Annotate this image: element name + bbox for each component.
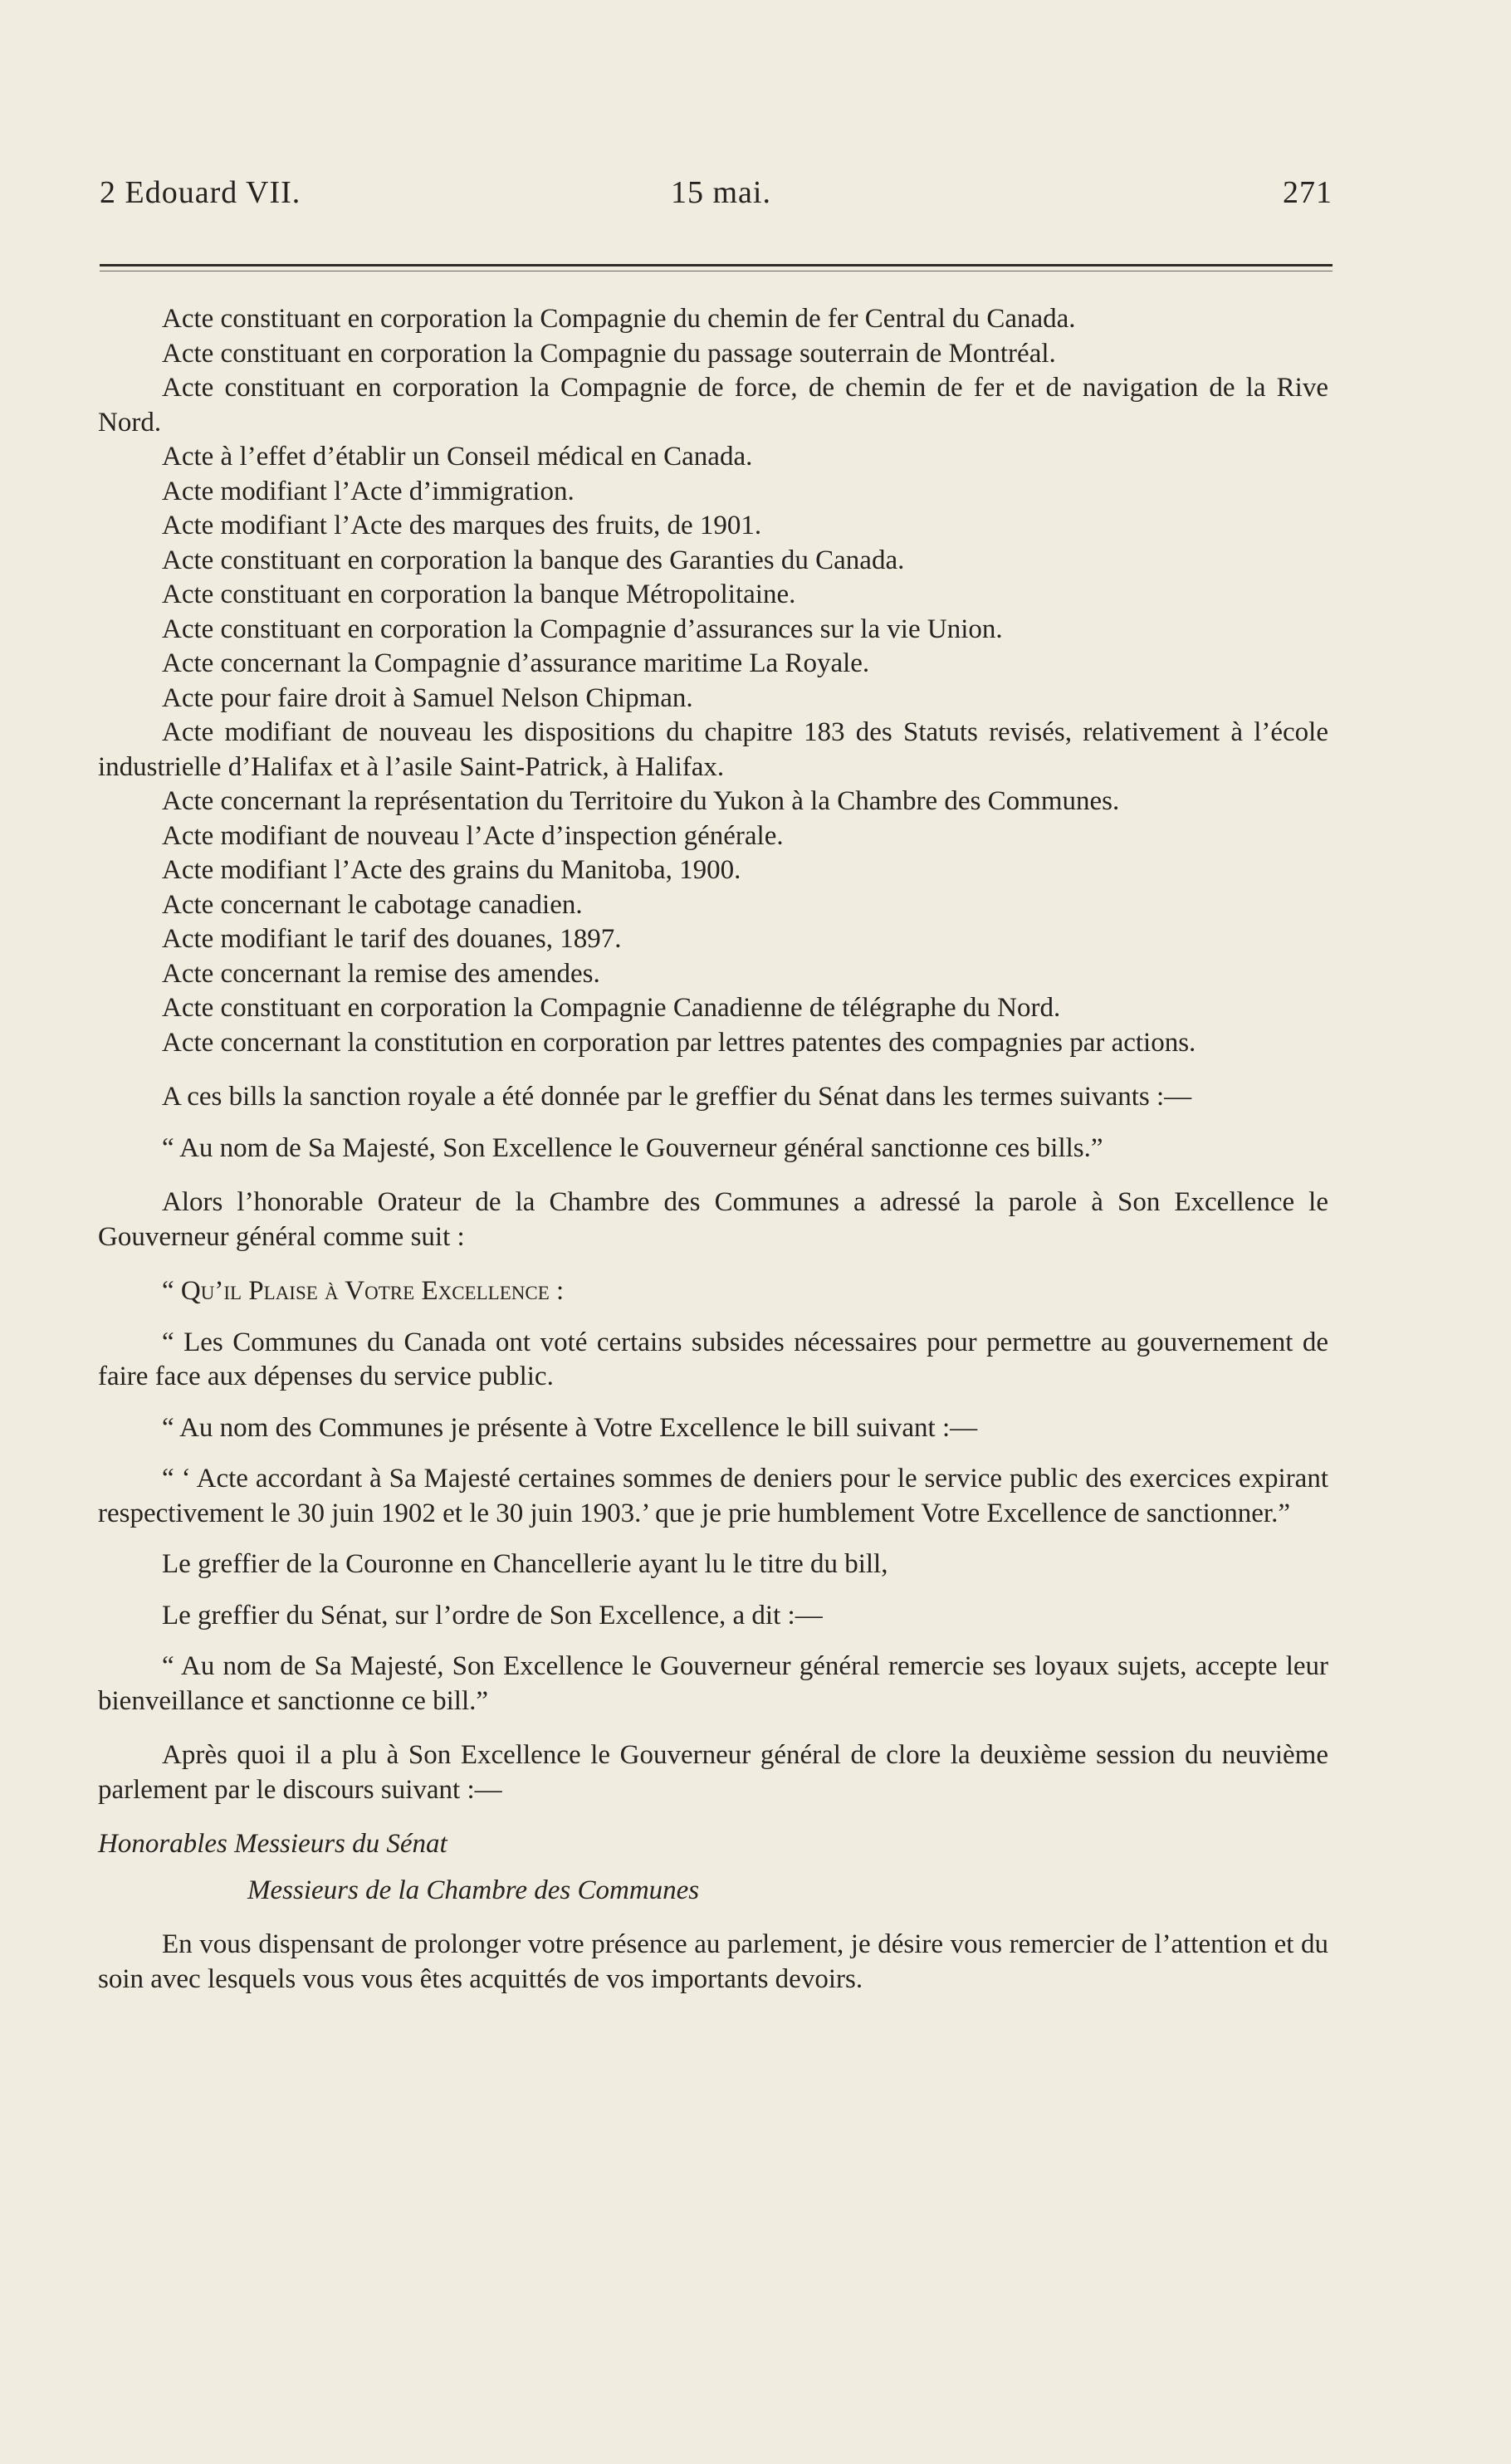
act-item: Acte constituant en corporation la Compagnie du chemin de fer Central du Canada. — [162, 304, 1076, 334]
crown-clerk-line: Le greffier de la Couronne en Chancellerie ayant lu le titre du bill, — [162, 1549, 888, 1579]
speaker-address: Alors l’honorable Orateur de la Chambre des Communes a adressé la parole à Son Excellence le Gouverneur général comme suit : — [98, 1187, 1328, 1252]
header-rule-thick — [100, 264, 1333, 266]
act-item: Acte à l’effet d’établir un Conseil médical en Canada. — [162, 442, 753, 472]
commons-supply: “ Les Communes du Canada ont voté certains subsides nécessaires pour permettre au gouvernement de faire face aux dépenses du service public. — [98, 1327, 1328, 1391]
senate-clerk-line: Le greffier du Sénat, sur l’ordre de Son Excellence, a dit :— — [162, 1600, 823, 1630]
act-item: Acte modifiant l’Acte des marques des fruits, de 1901. — [162, 511, 762, 540]
act-item: Acte concernant la Compagnie d’assurance maritime La Royale. — [162, 648, 870, 678]
sanction-intro: A ces bills la sanction royale a été donnée par le greffier du Sénat dans les termes suivants :— — [162, 1082, 1192, 1112]
act-item: Acte constituant en corporation la Compagnie d’assurances sur la vie Union. — [162, 614, 1003, 644]
act-item: Acte constituant en corporation la Compagnie Canadienne de télégraphe du Nord. — [162, 993, 1061, 1023]
prorogation-intro: Après quoi il a plu à Son Excellence le Gouverneur général de clore la deuxième session du neuvième parlement par le discours suivant :— — [98, 1740, 1328, 1805]
page-number: 271 — [1283, 175, 1333, 210]
act-item: Acte concernant le cabotage canadien. — [162, 889, 583, 920]
speech-salutation-commons: Messieurs de la Chambre des Communes — [247, 1875, 700, 1905]
address-salutation: “ Qu’il Plaise à Votre Excellence : — [162, 1276, 565, 1306]
header-regnal-year: 2 Edouard VII. — [100, 175, 301, 210]
act-item: Acte constituant en corporation la banque des Garanties du Canada. — [162, 545, 905, 575]
royal-thanks-quote: “ Au nom de Sa Majesté, Son Excellence le Gouverneur général remercie ses loyaux sujets, accepte leur bienveillance et sanctionne ce bill.” — [98, 1651, 1328, 1716]
speech-salutation-senate: Honorables Messieurs du Sénat — [98, 1829, 447, 1859]
act-item: Acte constituant en corporation la Compagnie de force, de chemin de fer et de navigation de la Rive Nord. — [98, 373, 1328, 438]
document-body — [98, 302, 1328, 1997]
act-item: Acte modifiant le tarif des douanes, 1897. — [162, 924, 622, 954]
act-item: Acte concernant la représentation du Territoire du Yukon à la Chambre des Communes. — [162, 786, 1120, 816]
speech-paragraph: En vous dispensant de prolonger votre présence au parlement, je désire vous remercier de l’attention et du soin avec lesquels vous vous êtes acquittés de vos importants devoirs. — [98, 1929, 1328, 1994]
act-item: Acte constituant en corporation la Compagnie du passage souterrain de Montréal. — [162, 338, 1056, 369]
supply-bill-title: “ ‘ Acte accordant à Sa Majesté certaines sommes de deniers pour le service public des exercices expirant respectivement le 30 juin 1902 et le 30 juin 1903.’ que je prie humblement Votre Excellence de sanctionner.” — [98, 1464, 1328, 1528]
act-item: Acte modifiant l’Acte d’immigration. — [162, 476, 575, 506]
act-item: Acte constituant en corporation la banque Métropolitaine. — [162, 579, 796, 609]
sanction-quote: “ Au nom de Sa Majesté, Son Excellence le Gouverneur général sanctionne ces bills.” — [162, 1132, 1103, 1163]
act-item: Acte concernant la remise des amendes. — [162, 958, 600, 989]
act-item: Acte modifiant l’Acte des grains du Manitoba, 1900. — [162, 855, 741, 885]
act-item: Acte modifiant de nouveau les dispositions du chapitre 183 des Statuts revisés, relativement à l’école industrielle d’Halifax et à l’asile Saint-Patrick, à Halifax. — [98, 717, 1328, 782]
act-item: Acte concernant la constitution en corporation par lettres patentes des compagnies par actions. — [162, 1027, 1196, 1058]
act-item: Acte pour faire droit à Samuel Nelson Chipman. — [162, 682, 693, 713]
header-date: 15 mai. — [671, 175, 771, 210]
page-header — [100, 174, 1333, 224]
act-item: Acte modifiant de nouveau l’Acte d’inspection générale. — [162, 820, 784, 851]
commons-bill-presentation: “ Au nom des Communes je présente à Votre Excellence le bill suivant :— — [162, 1412, 978, 1443]
